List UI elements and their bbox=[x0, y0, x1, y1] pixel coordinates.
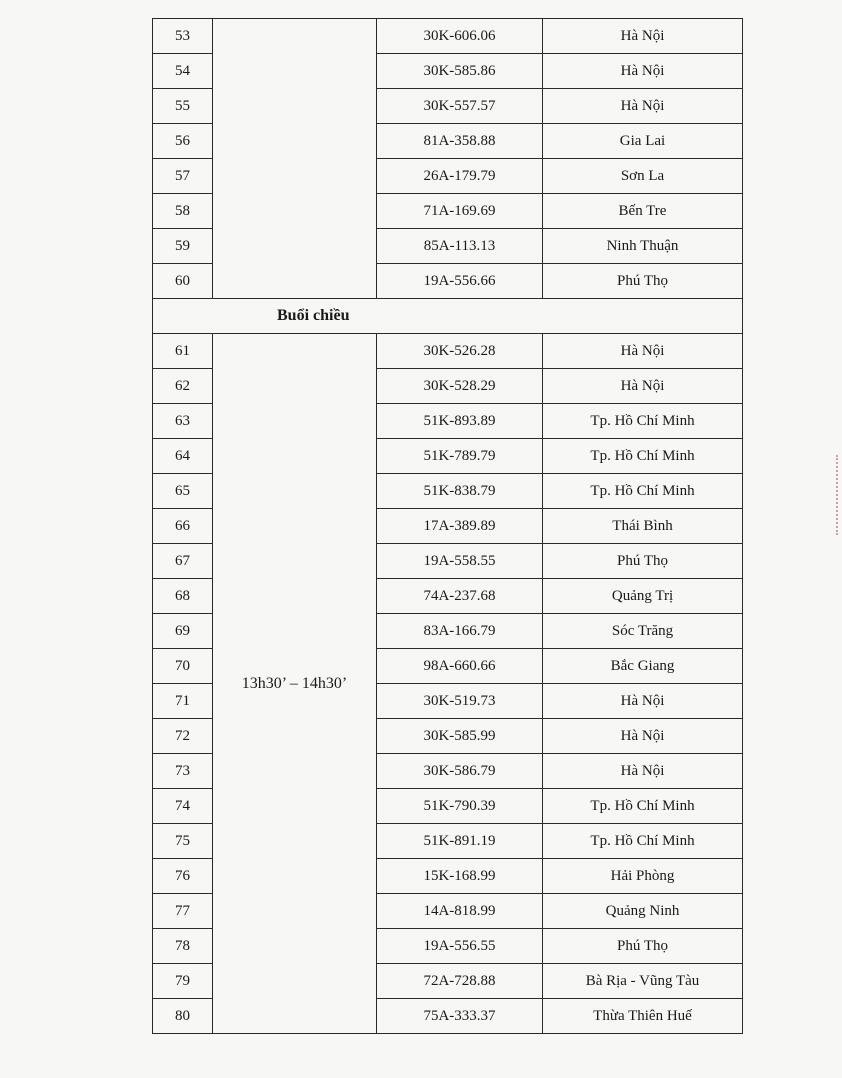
row-number: 59 bbox=[153, 229, 213, 264]
red-stamp-edge-mark bbox=[831, 455, 838, 535]
row-number: 79 bbox=[153, 964, 213, 999]
row-number: 57 bbox=[153, 159, 213, 194]
table-row bbox=[153, 334, 743, 369]
row-number: 55 bbox=[153, 89, 213, 124]
license-plate: 26A-179.79 bbox=[377, 159, 543, 194]
row-number: 58 bbox=[153, 194, 213, 229]
license-plate: 30K-586.79 bbox=[377, 754, 543, 789]
license-plate: 30K-585.86 bbox=[377, 54, 543, 89]
license-plate: 81A-358.88 bbox=[377, 124, 543, 159]
province: Hà Nội bbox=[543, 89, 743, 124]
province: Thừa Thiên Huế bbox=[543, 999, 743, 1034]
license-plate: 30K-528.29 bbox=[377, 369, 543, 404]
province: Hà Nội bbox=[543, 54, 743, 89]
section-title-afternoon: Buổi chiều bbox=[153, 299, 743, 334]
row-number: 77 bbox=[153, 894, 213, 929]
province: Tp. Hồ Chí Minh bbox=[543, 789, 743, 824]
row-number: 76 bbox=[153, 859, 213, 894]
row-number: 63 bbox=[153, 404, 213, 439]
table-body bbox=[153, 19, 743, 1034]
province: Tp. Hồ Chí Minh bbox=[543, 824, 743, 859]
province: Quảng Trị bbox=[543, 579, 743, 614]
license-plate: 51K-790.39 bbox=[377, 789, 543, 824]
row-number: 67 bbox=[153, 544, 213, 579]
license-plate-table bbox=[152, 18, 743, 1034]
province: Phú Thọ bbox=[543, 929, 743, 964]
row-number: 65 bbox=[153, 474, 213, 509]
row-number: 56 bbox=[153, 124, 213, 159]
row-number: 64 bbox=[153, 439, 213, 474]
license-plate: 98A-660.66 bbox=[377, 649, 543, 684]
section-header-row bbox=[153, 299, 743, 334]
row-number: 78 bbox=[153, 929, 213, 964]
province: Hà Nội bbox=[543, 334, 743, 369]
row-number: 61 bbox=[153, 334, 213, 369]
province: Bà Rịa - Vũng Tàu bbox=[543, 964, 743, 999]
row-number: 74 bbox=[153, 789, 213, 824]
license-plate: 51K-838.79 bbox=[377, 474, 543, 509]
province: Ninh Thuận bbox=[543, 229, 743, 264]
province: Tp. Hồ Chí Minh bbox=[543, 474, 743, 509]
row-number: 80 bbox=[153, 999, 213, 1034]
row-number: 69 bbox=[153, 614, 213, 649]
row-number: 54 bbox=[153, 54, 213, 89]
province: Hà Nội bbox=[543, 19, 743, 54]
province: Bến Tre bbox=[543, 194, 743, 229]
document-page bbox=[152, 18, 742, 1034]
row-number: 71 bbox=[153, 684, 213, 719]
province: Sóc Trăng bbox=[543, 614, 743, 649]
row-number: 73 bbox=[153, 754, 213, 789]
license-plate: 51K-891.19 bbox=[377, 824, 543, 859]
province: Phú Thọ bbox=[543, 264, 743, 299]
license-plate: 19A-556.66 bbox=[377, 264, 543, 299]
province: Hà Nội bbox=[543, 754, 743, 789]
province: Sơn La bbox=[543, 159, 743, 194]
row-number: 53 bbox=[153, 19, 213, 54]
license-plate: 30K-585.99 bbox=[377, 719, 543, 754]
license-plate: 19A-556.55 bbox=[377, 929, 543, 964]
province: Tp. Hồ Chí Minh bbox=[543, 404, 743, 439]
license-plate: 30K-526.28 bbox=[377, 334, 543, 369]
row-number: 72 bbox=[153, 719, 213, 754]
province: Thái Bình bbox=[543, 509, 743, 544]
table-row bbox=[153, 19, 743, 54]
license-plate: 30K-557.57 bbox=[377, 89, 543, 124]
time-slot-afternoon: 13h30’ – 14h30’ bbox=[213, 334, 377, 1034]
province: Hà Nội bbox=[543, 369, 743, 404]
province: Hải Phòng bbox=[543, 859, 743, 894]
province: Hà Nội bbox=[543, 684, 743, 719]
license-plate: 19A-558.55 bbox=[377, 544, 543, 579]
license-plate: 74A-237.68 bbox=[377, 579, 543, 614]
row-number: 70 bbox=[153, 649, 213, 684]
province: Hà Nội bbox=[543, 719, 743, 754]
license-plate: 15K-168.99 bbox=[377, 859, 543, 894]
license-plate: 14A-818.99 bbox=[377, 894, 543, 929]
license-plate: 30K-519.73 bbox=[377, 684, 543, 719]
row-number: 75 bbox=[153, 824, 213, 859]
license-plate: 75A-333.37 bbox=[377, 999, 543, 1034]
province: Bắc Giang bbox=[543, 649, 743, 684]
row-number: 68 bbox=[153, 579, 213, 614]
license-plate: 17A-389.89 bbox=[377, 509, 543, 544]
province: Quảng Ninh bbox=[543, 894, 743, 929]
license-plate: 72A-728.88 bbox=[377, 964, 543, 999]
province: Tp. Hồ Chí Minh bbox=[543, 439, 743, 474]
province: Gia Lai bbox=[543, 124, 743, 159]
row-number: 62 bbox=[153, 369, 213, 404]
license-plate: 71A-169.69 bbox=[377, 194, 543, 229]
time-slot-cell-morning bbox=[213, 19, 377, 299]
license-plate: 51K-789.79 bbox=[377, 439, 543, 474]
license-plate: 51K-893.89 bbox=[377, 404, 543, 439]
license-plate: 30K-606.06 bbox=[377, 19, 543, 54]
row-number: 60 bbox=[153, 264, 213, 299]
license-plate: 85A-113.13 bbox=[377, 229, 543, 264]
province: Phú Thọ bbox=[543, 544, 743, 579]
license-plate: 83A-166.79 bbox=[377, 614, 543, 649]
row-number: 66 bbox=[153, 509, 213, 544]
